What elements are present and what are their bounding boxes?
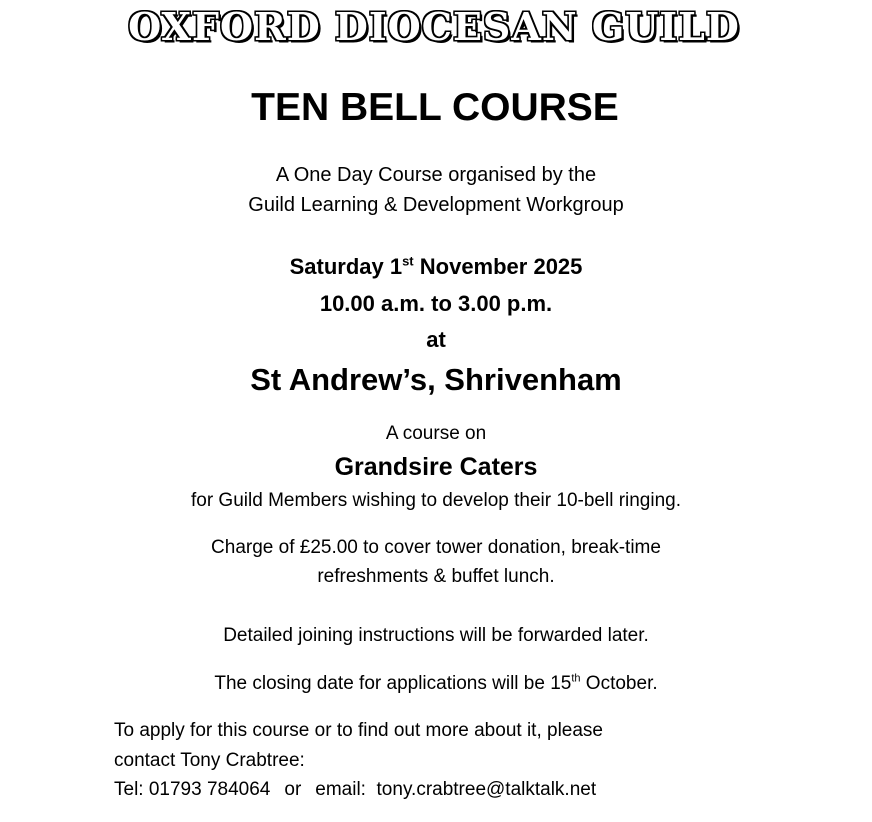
event-at: at <box>426 327 446 352</box>
event-date <box>0 254 872 280</box>
charge-line-2: refreshments & buffet lunch. <box>317 566 555 587</box>
guild-name-heading: OXFORD DIOCESAN GUILD <box>128 4 740 49</box>
event-date-ordinal: st <box>402 253 414 269</box>
closing-date <box>0 673 872 695</box>
event-venue: St Andrew’s, Shrivenham <box>250 362 622 397</box>
event-time: 10.00 a.m. to 3.00 p.m. <box>319 291 553 316</box>
charge-line-1: Charge of £25.00 to cover tower donation, break-time <box>211 537 661 558</box>
joining-instructions: Detailed joining instructions will be forwarded later. <box>223 625 649 646</box>
contact-details <box>114 779 596 801</box>
course-title: TEN BELL COURSE <box>251 86 619 129</box>
course-method: Grandsire Caters <box>334 453 538 481</box>
event-date-month-year: November 2025 <box>413 254 583 279</box>
closing-date-month: October. <box>580 673 658 694</box>
course-lead: A course on <box>385 423 487 444</box>
event-date-day: Saturday 1 <box>289 254 403 279</box>
contact-email-link[interactable]: tony.crabtree@talktalk.net <box>376 779 597 800</box>
contact-email-label: email: <box>315 779 366 800</box>
contact-line-1: To apply for this course or to find out more about it, please <box>114 720 603 741</box>
closing-date-ordinal: th <box>571 672 581 685</box>
contact-line-2: contact Tony Crabtree: <box>114 750 305 771</box>
course-audience: for Guild Members wishing to develop their 10-bell ringing. <box>190 490 682 511</box>
contact-telephone: Tel: 01793 784064 <box>114 779 271 800</box>
intro-line-2: Guild Learning & Development Workgroup <box>248 194 624 216</box>
closing-date-prefix: The closing date for applications will be 15 <box>214 673 572 694</box>
contact-or: or <box>284 779 302 800</box>
intro-line-1: A One Day Course organised by the <box>275 164 597 186</box>
